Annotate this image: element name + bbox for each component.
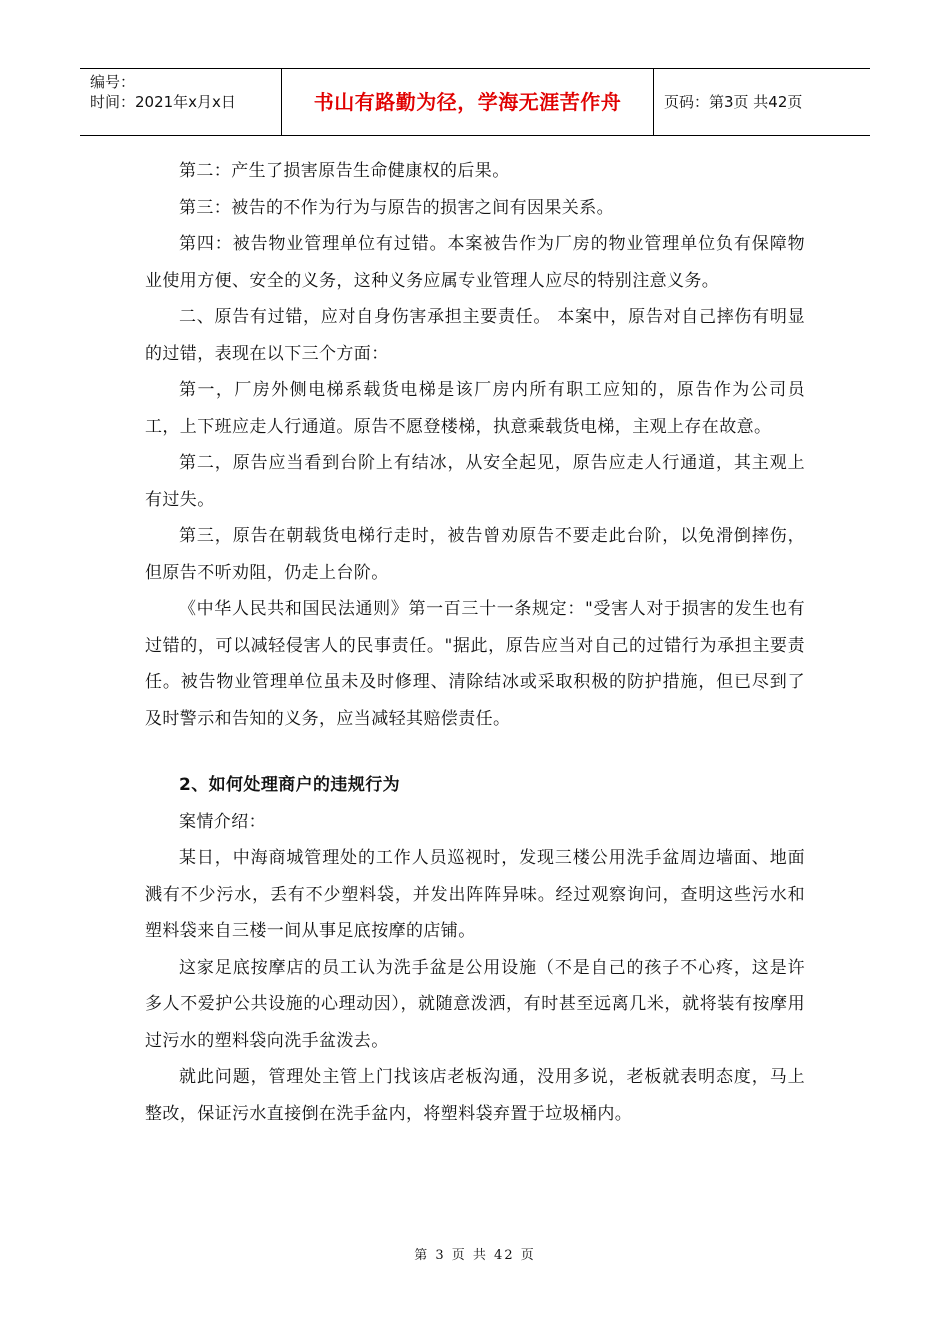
document-body xyxy=(145,153,805,1132)
body-paragraph: 《中华人民共和国民法通则》第一百三十一条规定："受害人对于损害的发生也有过错的，可以减轻侵害人的民事责任。"据此，原告应当对自己的过错行为承担主要责任。被告物业管理单位虽未及时修理、清除结冰或采取积极的防护措施，但已尽到了及时警示和告知的义务，应当减轻其赔偿责任。 xyxy=(145,599,805,729)
page-header xyxy=(80,68,870,136)
body-paragraph: 第二，原告应当看到台阶上有结冰，从安全起见，原告应走人行通道，其主观上有过失。 xyxy=(145,453,805,510)
body-paragraph: 第三，原告在朝载货电梯行走时，被告曾劝原告不要走此台阶，以免滑倒摔伤，但原告不听劝阻，仍走上台阶。 xyxy=(145,526,805,583)
document-date-label: 时间：2021年x月x日 xyxy=(90,93,236,111)
page-footer: 第 3 页 共 42 页 xyxy=(414,1248,536,1263)
body-paragraph: 就此问题，管理处主管上门找该店老板沟通，没用多说，老板就表明态度，马上整改，保证污水直接倒在洗手盆内，将塑料袋弃置于垃圾桶内。 xyxy=(145,1067,805,1124)
body-paragraph: 第三：被告的不作为行为与原告的损害之间有因果关系。 xyxy=(179,197,614,218)
body-paragraph: 第四：被告物业管理单位有过错。本案被告作为厂房的物业管理单位负有保障物业使用方便、安全的义务，这种义务应属专业管理人应尽的特别注意义务。 xyxy=(145,234,805,291)
body-paragraph: 案情介绍： xyxy=(179,811,266,832)
header-page-label: 页码：第3页 共42页 xyxy=(664,93,803,111)
section-heading: 2、如何处理商户的违规行为 xyxy=(179,775,401,795)
header-motto: 书山有路勤为径，学海无涯苦作舟 xyxy=(282,69,654,135)
body-paragraph: 第一，厂房外侧电梯系载货电梯是该厂房内所有职工应知的，原告作为公司员工，上下班应走人行通道。原告不愿登楼梯，执意乘载货电梯，主观上存在故意。 xyxy=(145,380,805,437)
body-paragraph: 二、原告有过错，应对自身伤害承担主要责任。 本案中，原告对自己摔伤有明显的过错，表现在以下三个方面： xyxy=(145,307,805,364)
body-paragraph: 第二：产生了损害原告生命健康权的后果。 xyxy=(179,161,510,181)
document-number-label: 编号： xyxy=(90,73,136,91)
body-paragraph: 这家足底按摩店的员工认为洗手盆是公用设施（不是自己的孩子不心疼，这是许多人不爱护公共设施的心理动因），就随意泼洒，有时甚至远离几米，就将装有按摩用过污水的塑料袋向洗手盆泼去。 xyxy=(145,957,805,1051)
body-paragraph: 某日，中海商城管理处的工作人员巡视时，发现三楼公用洗手盆周边墙面、地面溅有不少污水，丢有不少塑料袋，并发出阵阵异味。经过观察询问，查明这些污水和塑料袋来自三楼一间从事足底按摩的店铺。 xyxy=(145,848,805,941)
header-meta xyxy=(80,69,282,135)
